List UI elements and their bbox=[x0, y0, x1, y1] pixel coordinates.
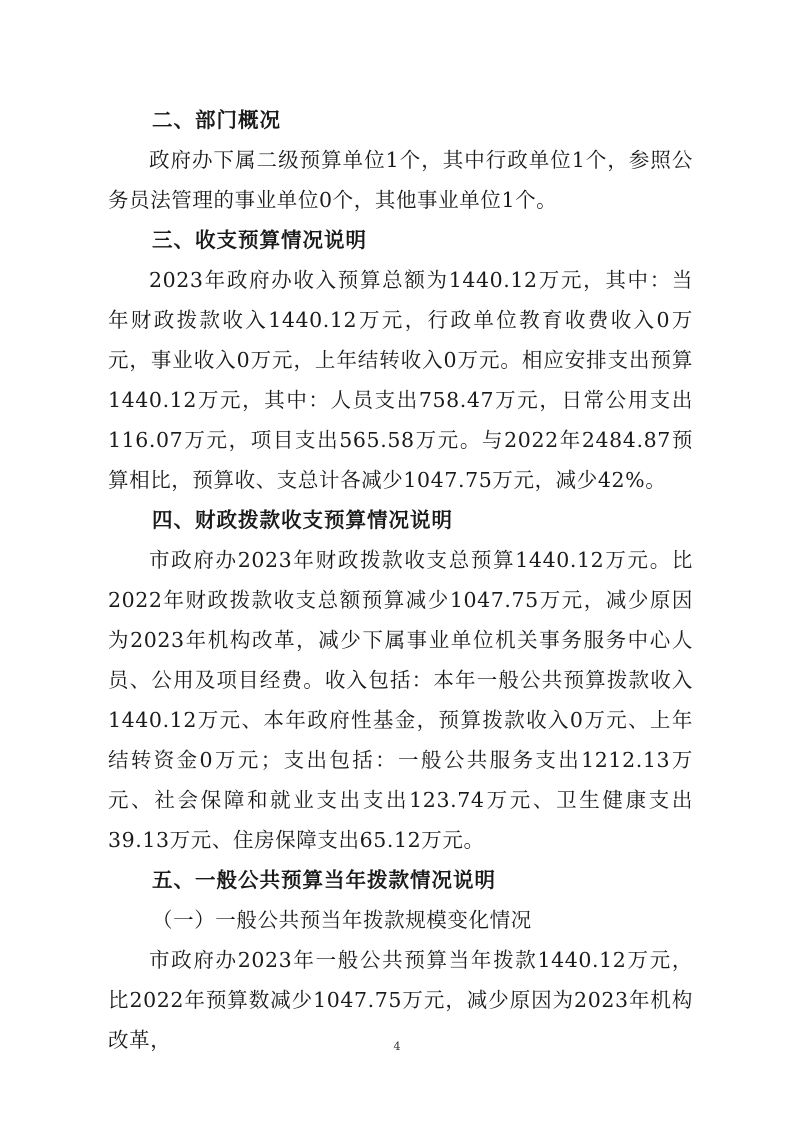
section-heading-income-expense: 三、收支预算情况说明 bbox=[152, 228, 367, 252]
general-budget-paragraph: 市政府办2023年一般公共预算当年拨款1440.12万元，比2022年预算数减少1047.75万元，减少原因为2023年机构改革， bbox=[108, 948, 693, 1052]
dept-overview-paragraph: 政府办下属二级预算单位1个，其中行政单位1个，参照公务员法管理的事业单位0个，其他事业单位1个。 bbox=[108, 148, 693, 212]
section-heading-fiscal-appropriation: 四、财政拨款收支预算情况说明 bbox=[152, 508, 453, 532]
general-budget-subheading: （一）一般公共预当年拨款规模变化情况 bbox=[152, 908, 532, 932]
page-number: 4 bbox=[393, 1040, 401, 1053]
document-body bbox=[108, 100, 693, 1060]
section-heading-general-budget: 五、一般公共预算当年拨款情况说明 bbox=[152, 868, 496, 892]
section-heading-dept-overview: 二、部门概况 bbox=[152, 108, 281, 132]
fiscal-appropriation-paragraph: 市政府办2023年财政拨款收支总预算1440.12万元。比2022年财政拨款收支总额预算减少1047.75万元，减少原因为2023年机构改革，减少下属事业单位机关事务服务中心人员、公用及项目经费。收入包括：本年一般公共预算拨款收入1440.12万元、本年政府性基金，预算拨款收入0万元、上年结转资金0万元；支出包括：一般公共服务支出1212.13万元、社会保障和就业支出支出123.74万元、卫生健康支出39.13万元、住房保障支出65.12万元。 bbox=[108, 548, 693, 852]
income-expense-paragraph: 2023年政府办收入预算总额为1440.12万元，其中：当年财政拨款收入1440.12万元，行政单位教育收费收入0万元，事业收入0万元，上年结转收入0万元。相应安排支出预算1440.12万元，其中：人员支出758.47万元，日常公用支出116.07万元，项目支出565.58万元。与2022年2484.87预算相比，预算收、支总计各减少1047.75万元，减少42%。 bbox=[108, 268, 693, 492]
